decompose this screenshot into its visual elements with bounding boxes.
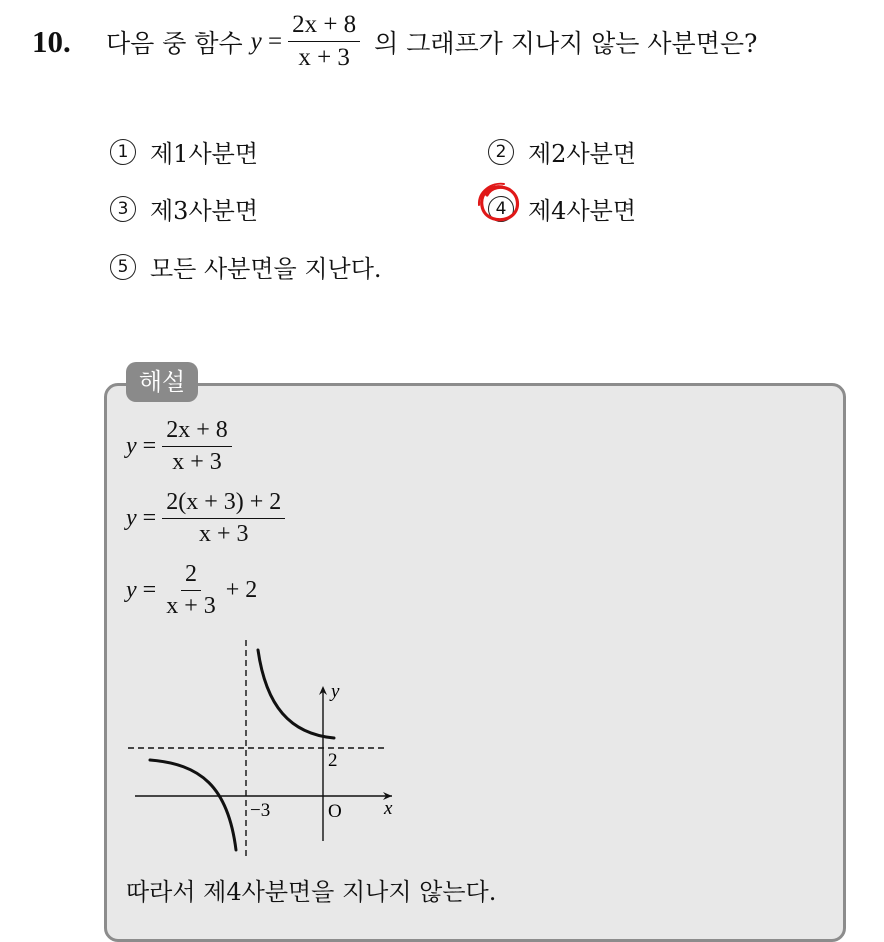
step-tail: + 2 (225, 577, 258, 604)
step-numerator: 2(x + 3) + 2 (162, 490, 285, 519)
hyperbola-graph (120, 636, 420, 866)
choice-5[interactable] (110, 249, 382, 284)
step-lhs: y = (126, 505, 157, 532)
step-numerator: 2x + 8 (162, 418, 232, 447)
choice-number: 5 (110, 254, 136, 280)
asymptote-x-label: −3 (250, 800, 271, 821)
choice-number: 4 (488, 196, 514, 222)
step-lhs: y = (126, 577, 157, 604)
step-fraction (162, 490, 285, 547)
step-denominator: x + 3 (172, 449, 222, 476)
solution-step-1 (126, 418, 238, 475)
question-suffix: 의 그래프가 지나지 않는 사분면은? (366, 28, 758, 58)
choice-number: 1 (110, 139, 136, 165)
x-axis-label: x (384, 798, 393, 819)
question-number: 10. (32, 24, 71, 59)
choice-1[interactable] (110, 134, 258, 169)
choice-label: 제3사분면 (150, 197, 259, 225)
answer-mark-icon (474, 181, 524, 227)
origin-label: O (328, 801, 342, 822)
choice-label: 제2사분면 (528, 140, 637, 168)
choice-number: 3 (110, 196, 136, 222)
y-axis-label: y (331, 681, 340, 702)
choice-label: 제1사분면 (150, 140, 259, 168)
curve-lower-branch (150, 760, 236, 850)
solution-step-2 (126, 490, 291, 547)
step-denominator: x + 3 (198, 521, 249, 548)
step-fraction (162, 562, 220, 619)
asymptote-y-label: 2 (328, 750, 338, 771)
fraction-denominator: x + 3 (298, 44, 350, 72)
choice-label: 모든 사분면을 지난다. (150, 255, 382, 283)
question-y: y = (250, 27, 283, 55)
solution-conclusion: 따라서 제4사분면을 지나지 않는다. (126, 878, 497, 906)
solution-step-3 (126, 562, 257, 619)
step-numerator: 2 (181, 562, 201, 591)
step-denominator: x + 3 (166, 593, 216, 620)
choice-3[interactable] (110, 191, 258, 226)
step-lhs: y = (126, 433, 157, 460)
question-prefix: 다음 중 함수 (106, 28, 251, 58)
choice-2[interactable] (488, 134, 636, 169)
fraction-numerator: 2x + 8 (288, 12, 360, 42)
question-fraction (288, 12, 360, 72)
solution-tag: 해설 (126, 362, 198, 402)
step-fraction (162, 418, 232, 475)
question-text (106, 12, 757, 72)
choice-label: 제4사분면 (528, 197, 637, 225)
choice-number: 2 (488, 139, 514, 165)
